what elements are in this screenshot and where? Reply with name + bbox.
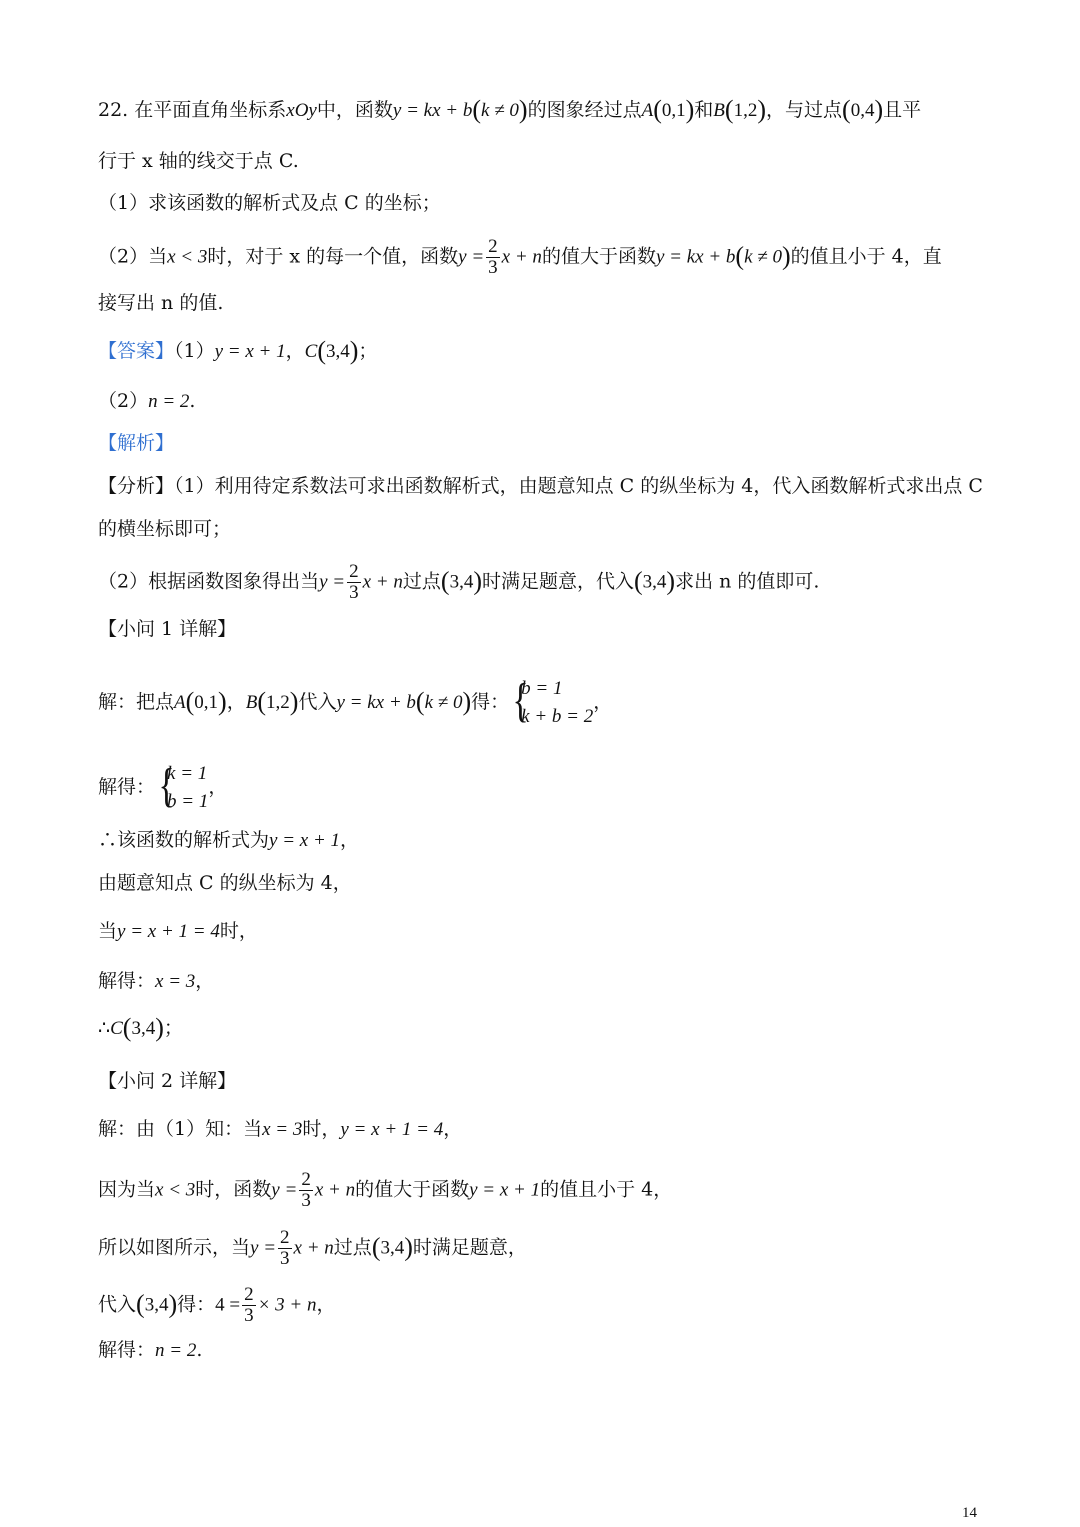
text: ，	[226, 691, 246, 713]
detail-2-line-4: 代入(3,4)得：4 = $\frac{2}{3}$ × 3 + n，	[98, 1284, 336, 1326]
text: 时，	[302, 1118, 341, 1140]
math-x-plus-n: x + n	[293, 1237, 334, 1259]
text: 时，对于 x 的每一个值，函数	[207, 245, 459, 268]
coord-c: 3,4	[449, 571, 474, 593]
coord-b: 1,2	[733, 100, 758, 121]
problem-line-2: 行于 x 轴的线交于点 C.	[98, 150, 299, 172]
coord-a: 0,1	[194, 692, 219, 713]
question-2-line-2: 接写出 n 的值.	[98, 292, 224, 314]
math-inequality: x < 3	[167, 246, 208, 268]
problem-line-1: 22. 在平面直角坐标系xOy中，函数y = kx + b(k ≠ 0)的图象经过点A(0,1)和B(1,2)，与过点(0,4)且平	[98, 95, 922, 124]
text: （1）	[174, 340, 215, 362]
text: 得：	[471, 691, 510, 713]
detail-2-line-1	[98, 1114, 462, 1145]
detail-2-line-5	[98, 1335, 202, 1366]
text: 的值且小于 4，直	[790, 245, 942, 268]
coord-c: 3,4	[326, 341, 350, 362]
text: ，	[340, 829, 360, 851]
text: （2）根据函数图象得出当	[98, 570, 320, 593]
detail-1-line-6	[98, 966, 214, 997]
math-four-eq: 4 =	[215, 1294, 241, 1316]
math-inequality: x < 3	[155, 1179, 196, 1201]
text: ∴该函数的解析式为	[98, 829, 270, 851]
point-b: B	[245, 692, 258, 713]
text: 所以如图所示，当	[98, 1236, 251, 1259]
text: 解：把点	[98, 691, 175, 713]
coord-04: 0,4	[850, 100, 875, 121]
point-c: C	[110, 1018, 123, 1039]
detail-1-line-3	[98, 825, 359, 856]
text: 的值大于函数	[541, 245, 656, 268]
detail-1-line-1: 解：把点A(0,1)，B(1,2)代入y = kx + b(k ≠ 0)得： { b = 1 k + b = 2 ，	[98, 675, 612, 731]
text: ，	[316, 1293, 336, 1316]
question-2: （2）当x < 3时，对于 x 的每一个值，函数y = $\frac{2}{3}$ x + n的值大于函数y = kx + b(k ≠ 0)的值且小于 4，直	[98, 236, 942, 278]
math-condition: k ≠ 0	[744, 246, 782, 268]
math-linear-function: y = kx + b	[655, 246, 736, 268]
text: 时满足题意，代入	[481, 570, 634, 593]
math-x-plus-n: x + n	[362, 571, 403, 593]
text: ，	[208, 776, 228, 798]
coord-c: 3,4	[642, 571, 667, 593]
math-n-value: n = 2	[155, 1340, 197, 1361]
text: 当	[98, 920, 118, 942]
detail-2-title: 【小问 2 详解】	[98, 1070, 237, 1092]
text: 解：由（1）知：当	[98, 1118, 263, 1140]
page-number: 14	[962, 1505, 977, 1521]
question-1: （1）求该函数的解析式及点 C 的坐标；	[98, 192, 441, 214]
math-x-value: x = 3	[262, 1119, 303, 1140]
answer-tag: 【答案】	[98, 340, 175, 362]
paren: (	[472, 95, 482, 124]
fraction-two-thirds: $\frac{2}{3}$	[280, 1227, 290, 1269]
math-condition: k ≠ 0	[424, 692, 463, 713]
math-n-value: n = 2	[148, 391, 190, 412]
math-x-plus-n: x + n	[314, 1179, 356, 1201]
point-b: B	[713, 100, 725, 121]
point-a: A	[641, 100, 654, 121]
math-equation: y = x + 1 = 4	[117, 921, 220, 942]
text: 中，函数	[316, 99, 393, 121]
math-condition: k ≠ 0	[481, 100, 519, 121]
math-equation: y = x + 1 = 4	[340, 1119, 444, 1140]
text: ，	[593, 691, 613, 713]
text: 时满足题意，	[412, 1236, 527, 1259]
analysis-tag: 【解析】	[98, 432, 175, 454]
text: 过点	[333, 1236, 372, 1259]
text: 和	[694, 99, 714, 121]
fenxi-line-1	[98, 471, 983, 501]
math-y-eq: y =	[458, 246, 485, 268]
fraction-two-thirds: $\frac{2}{3}$	[244, 1284, 254, 1326]
math-x-value: x = 3	[155, 971, 196, 992]
math-linear-function: y = kx + b	[336, 692, 416, 713]
detail-1-line-4: 由题意知点 C 的纵坐标为 4，	[98, 872, 352, 894]
text: 代入	[298, 691, 337, 713]
text: 解得：	[98, 1339, 156, 1361]
coord-c: 3,4	[380, 1237, 405, 1259]
math-x-plus-n: x + n	[501, 246, 542, 268]
coord-a: 0,1	[661, 100, 686, 121]
detail-1-line-2	[98, 760, 227, 816]
coord-c: 3,4	[131, 1018, 156, 1039]
detail-2-line-3: 所以如图所示，当y = $\frac{2}{3}$ x + n过点(3,4)时满足题意，	[98, 1227, 527, 1269]
text: 解得：	[98, 970, 156, 992]
equation-system-2: { k = 1 b = 1	[158, 759, 209, 812]
answer-line-2	[98, 386, 195, 417]
text: 在平面直角坐标系	[134, 99, 287, 121]
text: 过点	[402, 570, 441, 593]
text: .	[196, 1339, 203, 1361]
problem-number: 22.	[98, 99, 129, 121]
text: ；	[358, 340, 378, 362]
text: 代入	[98, 1293, 137, 1316]
text: 的值且小于 4，	[540, 1178, 673, 1201]
math-solution-function: y = x + 1	[469, 1179, 541, 1201]
text: 解得：	[98, 776, 156, 798]
point-a: A	[174, 692, 186, 713]
coord-c: 3,4	[144, 1294, 169, 1316]
fenxi-line-2: 的横坐标即可；	[98, 518, 232, 540]
text: 得：	[177, 1293, 216, 1316]
math-y-eq: y =	[319, 571, 346, 593]
fraction-two-thirds: $\frac{2}{3}$	[349, 561, 359, 603]
detail-1-title: 【小问 1 详解】	[98, 618, 237, 640]
math-solution-function: y = x + 1	[269, 830, 341, 851]
text: .	[189, 390, 196, 412]
math-times-three-plus-n: × 3 + n	[257, 1294, 317, 1316]
math-linear-function: y = kx + b	[392, 100, 473, 121]
fenxi-tag: 【分析】	[98, 475, 175, 497]
text: 因为当	[98, 1178, 156, 1201]
text: （2）当	[98, 245, 168, 268]
equation-system-1: { b = 1 k + b = 2	[512, 674, 594, 727]
text: 时，函数	[195, 1178, 272, 1201]
math-xoy: xOy	[286, 100, 317, 121]
fenxi-line-3: （2）根据函数图象得出当y = $\frac{2}{3}$ x + n过点(3,4)时满足题意，代入(3,4)求出 n 的值即可.	[98, 561, 820, 603]
text: 的图象经过点	[527, 99, 642, 121]
text: 的值大于函数	[355, 1178, 470, 1201]
text: ∴	[98, 1017, 111, 1039]
text: 且平	[883, 99, 922, 121]
text: ，	[443, 1118, 463, 1140]
fraction-two-thirds: $\frac{2}{3}$	[301, 1169, 311, 1211]
text: ，	[195, 970, 215, 992]
detail-1-line-5	[98, 916, 258, 947]
math-y-eq: y =	[250, 1237, 277, 1259]
text: 时，	[219, 920, 258, 942]
fraction-two-thirds: $\frac{2}{3}$	[488, 236, 498, 278]
text: 求出 n 的值即可.	[675, 570, 820, 593]
paren: )	[518, 95, 528, 124]
text: ；	[163, 1017, 183, 1039]
math-solution-function: y = x + 1	[214, 341, 286, 362]
text: （1）利用待定系数法可求出函数解析式，由题意知点 C 的纵坐标为 4，代入函数解析式求出点 C	[174, 475, 983, 497]
answer-line-1: 【答案】（1）y = x + 1，C(3,4)；	[98, 336, 378, 365]
text: （2）	[98, 390, 149, 412]
text: ，与过点	[766, 99, 843, 121]
detail-1-line-7: ∴C(3,4)；	[98, 1013, 183, 1042]
point-c: C	[304, 341, 318, 362]
math-y-eq: y =	[271, 1179, 298, 1201]
text: ，	[285, 340, 305, 362]
detail-2-line-2	[98, 1170, 672, 1211]
coord-b: 1,2	[266, 692, 290, 713]
